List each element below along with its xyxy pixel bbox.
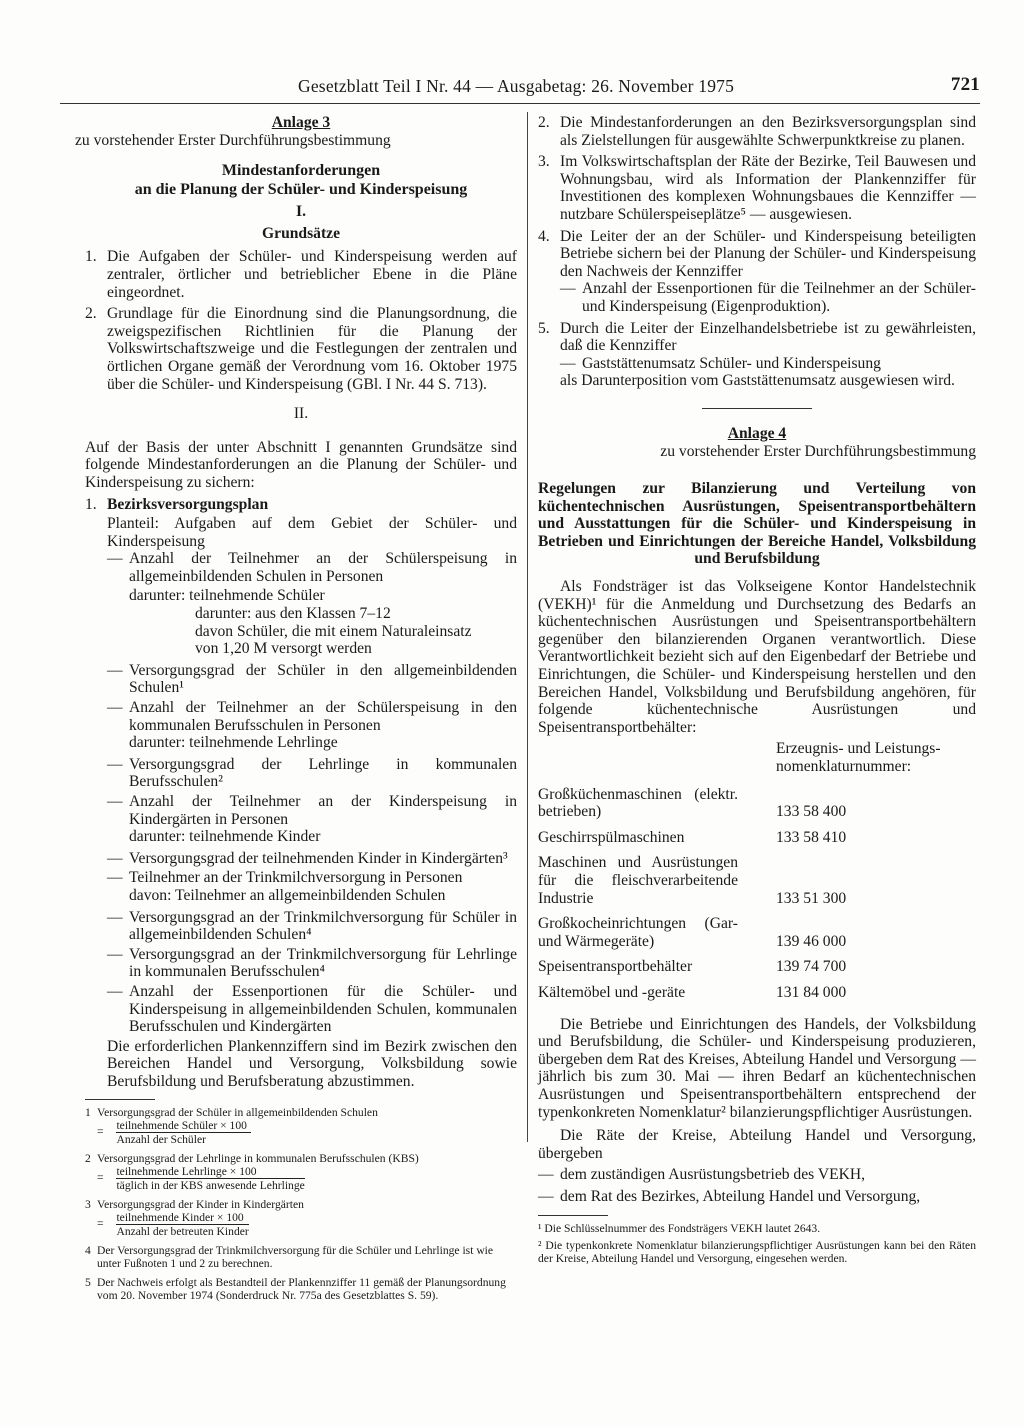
sub-line: davon Schüler, die mit einem Naturaleinsatz <box>195 622 472 640</box>
grundsatz-item-2 <box>85 305 517 393</box>
item-number: 2. <box>85 305 97 323</box>
sub-line: von 1,20 M versorgt werden <box>195 640 372 658</box>
requirement-item: — Anzahl der Teilnehmer an der Schülerspeisung in den kommunalen Berufsschulen in Personen <box>107 699 517 734</box>
fraction: $\frac{\text{teilnehmende Schüler × 100}}{\text{Anzahl der Schüler}}$ <box>116 1119 251 1146</box>
anlage4-paragraph-1: Als Fondsträger ist das Volkseigene Kontor Handelstechnik (VEKH)¹ für die Anmeldung und Durchsetzung des Bedarfs an küchentechnischen Ausrüstungen und Speisentransportbehältern gegenüber den bilanzierenden Organen verantwortlich. Diese Verantwortlichkeit bezieht sich auf den Eigenbedarf der Betriebe und Einrichtungen, die Schüler- und Kinderspeisung herstellen und den Bereichen Handel, Volksbildung und Berufsbildung angehören, für folgende küchentechnische Ausrüstungen und Speisentransportbehälter: <box>538 578 976 736</box>
column-divider <box>527 112 528 1142</box>
table-row <box>538 786 976 829</box>
table-row <box>538 984 976 1010</box>
list-item-3: 3. Im Volkswirtschaftsplan der Räte der Bezirke, Teil Bauwesen und Wohnungsbau, wird als Information der Plankennziffer für Investitionen des komplexen Wohnungsbaues die Kennziffer — nutzbare Schülerspeiseplätze⁵ — ausgewiesen. <box>538 153 976 223</box>
footnote-rule-right <box>538 1215 608 1216</box>
requirement-item: — Versorgungsgrad der Schüler in den allgemeinbildenden Schulen¹ <box>107 661 517 697</box>
part-one-heading: I. <box>296 203 306 221</box>
requirement-item: — Versorgungsgrad der teilnehmenden Kinder in Kindergärten³ <box>107 849 508 867</box>
equipment-name: Speisentransportbehälter <box>538 958 693 976</box>
equipment-code: 131 84 000 <box>776 983 847 1001</box>
sub-line: darunter: aus den Klassen 7–12 <box>195 605 391 623</box>
right-column <box>538 114 976 1265</box>
page-number: 721 <box>950 74 980 95</box>
list-item-2: 2. Die Mindestanforderungen an den Bezirksversorgungsplan sind als Zielstellungen für ausgewählte Schwerpunktkreise zu planen. <box>538 114 976 149</box>
equipment-name: Kältemöbel und -geräte <box>538 983 686 1001</box>
footnote-3: 3 Versorgungsgrad der Kinder in Kindergärten = $\frac{\text{teilnehmende Kinder × 100}}{\text{Anzahl der betreuten Kinder}}$ <box>85 1197 304 1238</box>
equipment-code: 133 51 300 <box>776 889 847 907</box>
sub-line: darunter: teilnehmende Schüler <box>129 587 325 605</box>
footnote-5: 5 Der Nachweis erfolgt als Bestandteil der Plankennziffer 11 gemäß der Planungsordnung vom 20. November 1974 (Sonderdruck Nr. 775a des Gesetzblattes S. 59). <box>85 1275 506 1302</box>
anlage4-subtitle: zu vorstehender Erster Durchführungsbestimmung <box>660 442 976 460</box>
left-column <box>75 114 517 1308</box>
section-separator <box>702 408 812 409</box>
grundsaetze-heading: Grundsätze <box>262 224 340 242</box>
anlage4-dash-1: — dem zuständigen Ausrüstungsbetrieb des VEKH, <box>538 1166 866 1184</box>
equipment-name: Großküchenmaschinen (elektr. betrieben) <box>538 785 738 821</box>
footnote-2: 2 Versorgungsgrad der Lehrlinge in kommunalen Berufsschulen (KBS) = $\frac{\text{teilnehmende Lehrlinge × 100}}{\text{täglich in der KBS anwesende Lehrlinge}}$ <box>85 1151 419 1192</box>
grundsatz-item-1 <box>85 248 517 301</box>
part-two-heading: II. <box>293 405 309 423</box>
sub-line: darunter: teilnehmende Lehrlinge <box>129 734 338 752</box>
item-text: Grundlage für die Einordnung sind die Planungsordnung, die zweigspezifischen Richtlinien für die Planung der Volkswirtschaftszweige und die Festlegungen der zentralen und örtlichen Organe gemäß der Verordnung vom 16. Oktober 1975 über die Schüler- und Kinderspeisung (GBl. I Nr. 44 S. 713). <box>107 305 517 393</box>
table-header-row <box>538 740 976 785</box>
requirement-item: — Teilnehmer an der Trinkmilchversorgung in Personen <box>107 869 463 887</box>
footnote-rule <box>85 1099 155 1100</box>
requirement-item: — Versorgungsgrad der Lehrlinge in kommunalen Berufsschulen² <box>107 755 517 791</box>
header-title: Gesetzblatt Teil I Nr. 44 — Ausgabetag: 26. November 1975 <box>298 76 735 96</box>
list-item-5-after: als Darunterposition vom Gaststättenumsatz ausgewiesen wird. <box>560 372 955 390</box>
anlage3-title-line2: an die Planung der Schüler- und Kinderspeisung <box>134 181 468 199</box>
list-item-4-dash: — Anzahl der Essenportionen für die Teilnehmer an der Schüler- und Kinderspeisung (Eigenproduktion). <box>560 280 976 315</box>
table-row <box>538 915 976 958</box>
equipment-code: 139 74 700 <box>776 958 847 976</box>
equipment-code: 133 58 410 <box>776 828 847 846</box>
anlage4-label: Anlage 4 <box>727 424 787 442</box>
table-row <box>538 958 976 984</box>
requirement-item: — Anzahl der Teilnehmer an der Schülerspeisung in allgemeinbildenden Schulen in Personen <box>107 550 517 585</box>
anlage4-title: Regelungen zur Bilanzierung und Verteilung von küchentechnischen Ausrüstungen, Speisentransportbehältern und Ausstattungen für die Schüler- und Kinderspeisung in Betrieben und Einrichtungen der Bereiche Handel, Volksbildung und Berufsbildung <box>538 480 976 568</box>
item-bezirksversorgungsplan <box>85 496 517 514</box>
equipment-code: 139 46 000 <box>776 932 847 950</box>
planteil-text: Planteil: Aufgaben auf dem Gebiet der Schüler- und Kinderspeisung <box>107 515 517 550</box>
item-title: Bezirksversorgungsplan <box>107 495 269 513</box>
footnote-right-1: ¹ Die Schlüsselnummer des Fondsträgers VEKH lautet 2643. <box>538 1222 821 1236</box>
header-rule <box>60 103 980 104</box>
anlage3-title-line1: Mindestanforderungen <box>221 162 381 180</box>
equipment-name: Geschirrspülmaschinen <box>538 828 685 846</box>
item-text: Die Aufgaben der Schüler- und Kinderspeisung werden auf zentraler, örtlicher und betrieblicher Ebene in die Pläne eingeordnet. <box>107 248 517 301</box>
anlage4-paragraph-2: Die Betriebe und Einrichtungen des Handels, der Volksbildung und Berufsbildung, die Schüler- und Kinderspeisung produzieren, übergeben dem Rat des Kreises, Abteilung Handel und Versorgung — jährlich bis zum 30. Mai — ihren Bedarf an küchentechnischen Ausrüstungen und Speisentransportbehältern entsprechend der typenkonkreten Nomenklatur² bilanzierungspflichtiger Ausrüstungen. <box>538 1015 976 1121</box>
list-item-5-dash: — Gaststättenumsatz Schüler- und Kinderspeisung <box>560 354 881 372</box>
table-header: Erzeugnis- und Leistungs- nomenklaturnummer: <box>776 740 941 775</box>
table-row <box>538 829 976 855</box>
requirement-item: — Versorgungsgrad an der Trinkmilchversorgung für Lehrlinge in kommunalen Berufsschulen⁴ <box>107 945 517 981</box>
requirements-list <box>85 550 517 1090</box>
requirement-item: — Anzahl der Essenportionen für die Schüler- und Kinderspeisung in allgemeinbildenden Schulen, kommunalen Berufsschulen und Kindergärten <box>107 982 517 1036</box>
footnote-4: 4 Der Versorgungsgrad der Trinkmilchversorgung für die Schüler und Lehrlinge ist wie unter Fußnoten 1 und 2 zu berechnen. <box>85 1243 494 1270</box>
anlage4-dash-2: — dem Rat des Bezirkes, Abteilung Handel und Versorgung, <box>538 1187 921 1205</box>
equipment-name: Großkocheinrichtungen (Gar- und Wärmegeräte) <box>538 915 738 950</box>
anlage4-paragraph-3: Die Räte der Kreise, Abteilung Handel und Versorgung, übergeben <box>538 1127 976 1162</box>
requirement-item: — Versorgungsgrad an der Trinkmilchversorgung für Schüler in allgemeinbildenden Schulen⁴ <box>107 908 517 944</box>
equipment-table <box>538 740 976 1009</box>
closing-paragraph: Die erforderlichen Plankennziffern sind im Bezirk zwischen den Bereichen Handel und Versorgung, Volksbildung sowie Berufsbildung und Berufsberatung abzustimmen. <box>107 1037 517 1090</box>
anlage3-subtitle: zu vorstehender Erster Durchführungsbestimmung <box>75 131 391 149</box>
footnote-right-2: ² Die typenkonkrete Nomenklatur bilanzierungspflichtiger Ausrüstungen kann bei den Räten der Kreise, Abteilung Handel und Versorgung, eingesehen werden. <box>538 1239 976 1266</box>
anlage3-title <box>85 161 517 199</box>
requirement-item: — Anzahl der Teilnehmer an der Kinderspeisung in Kindergärten in Personen <box>107 793 517 828</box>
intro-paragraph: Auf der Basis der unter Abschnitt I genannten Grundsätze sind folgende Mindestanforderungen an die Planung der Schüler- und Kinderspeisung zu sichern: <box>85 438 517 491</box>
item-number: 1. <box>85 495 97 513</box>
sub-line: davon: Teilnehmer an allgemeinbildenden Schulen <box>129 886 446 904</box>
list-item-5: 5. Durch die Leiter der Einzelhandelsbetriebe ist zu gewährleisten, daß die Kennziffer <box>538 319 976 355</box>
equipment-code: 133 58 400 <box>776 803 847 821</box>
anlage3-label: Anlage 3 <box>271 114 331 131</box>
equipment-name: Maschinen und Ausrüstungen für die fleischverarbeitende Industrie <box>538 854 738 907</box>
item-number: 1. <box>85 248 97 266</box>
list-item-4: 4. Die Leiter der an der Schüler- und Kinderspeisung beteiligten Betriebe sichern bei der Planung der Schüler- und Kinderspeisung den Nachweis der Kennziffer <box>538 227 976 280</box>
table-row <box>538 854 976 915</box>
footnote-1: 1 Versorgungsgrad der Schüler in allgemeinbildenden Schulen = $\frac{\text{teilnehmende Schüler × 100}}{\text{Anzahl der Schüler}}$ <box>85 1105 378 1146</box>
sub-line: darunter: teilnehmende Kinder <box>129 828 321 846</box>
page-header <box>60 74 980 100</box>
fraction: $\frac{\text{teilnehmende Lehrlinge × 100}}{\text{täglich in der KBS anwesende Lehrlinge}}$ <box>116 1164 305 1192</box>
footnotes-left <box>85 1106 517 1302</box>
fraction: $\frac{\text{teilnehmende Kinder × 100}}{\text{Anzahl der betreuten Kinder}}$ <box>116 1210 249 1238</box>
